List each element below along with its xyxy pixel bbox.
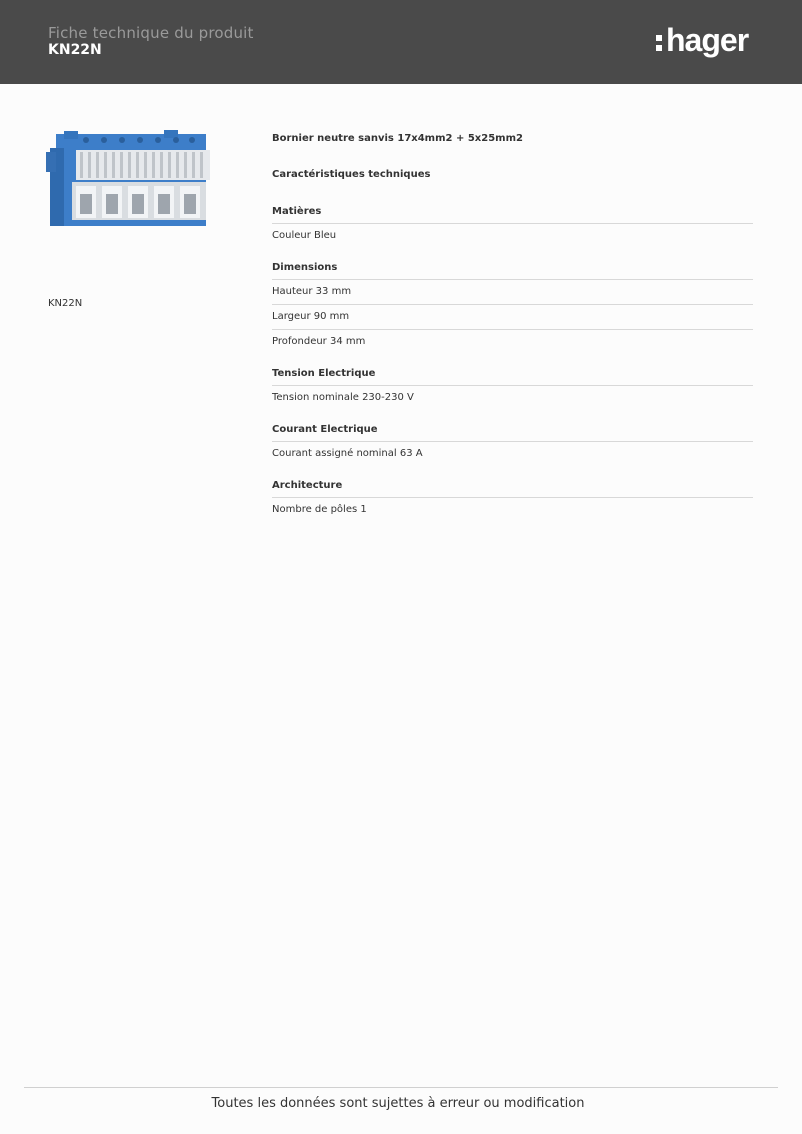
group-title: Matières (272, 206, 753, 224)
spec-group-materials (272, 206, 753, 248)
spec-group-voltage (272, 368, 753, 410)
product-reference: KN22N (48, 298, 83, 309)
spec-row: Nombre de pôles 1 (272, 504, 367, 515)
header-product-code: KN22N (48, 42, 102, 58)
spec-row: Hauteur 33 mm (272, 280, 753, 305)
page-header (0, 0, 802, 84)
product-description: Bornier neutre sanvis 17x4mm2 + 5x25mm2 (272, 133, 523, 144)
logo-text: hager (666, 21, 749, 58)
hager-logo (656, 20, 748, 60)
spec-group-dimensions (272, 262, 753, 354)
spec-row: Couleur Bleu (272, 230, 337, 241)
spec-row: Courant assigné nominal 63 A (272, 448, 423, 459)
section-title: Caractéristiques techniques (272, 169, 431, 180)
spec-row: Tension nominale 230-230 V (272, 392, 414, 403)
group-title: Architecture (272, 480, 753, 498)
spec-group-current (272, 424, 753, 466)
footer-divider (24, 1087, 778, 1088)
spec-row: Profondeur 34 mm (272, 336, 366, 347)
group-title: Courant Electrique (272, 424, 753, 442)
spec-row: Largeur 90 mm (272, 305, 753, 330)
header-subtitle: Fiche technique du produit (48, 24, 254, 42)
group-title: Dimensions (272, 262, 753, 280)
spec-group-architecture (272, 480, 753, 522)
logo-dots-icon (656, 35, 662, 51)
specifications (272, 133, 753, 536)
group-title: Tension Electrique (272, 368, 753, 386)
footer-disclaimer: Toutes les données sont sujettes à erreur ou modification (211, 1096, 585, 1111)
terminal-block-image (46, 128, 212, 232)
